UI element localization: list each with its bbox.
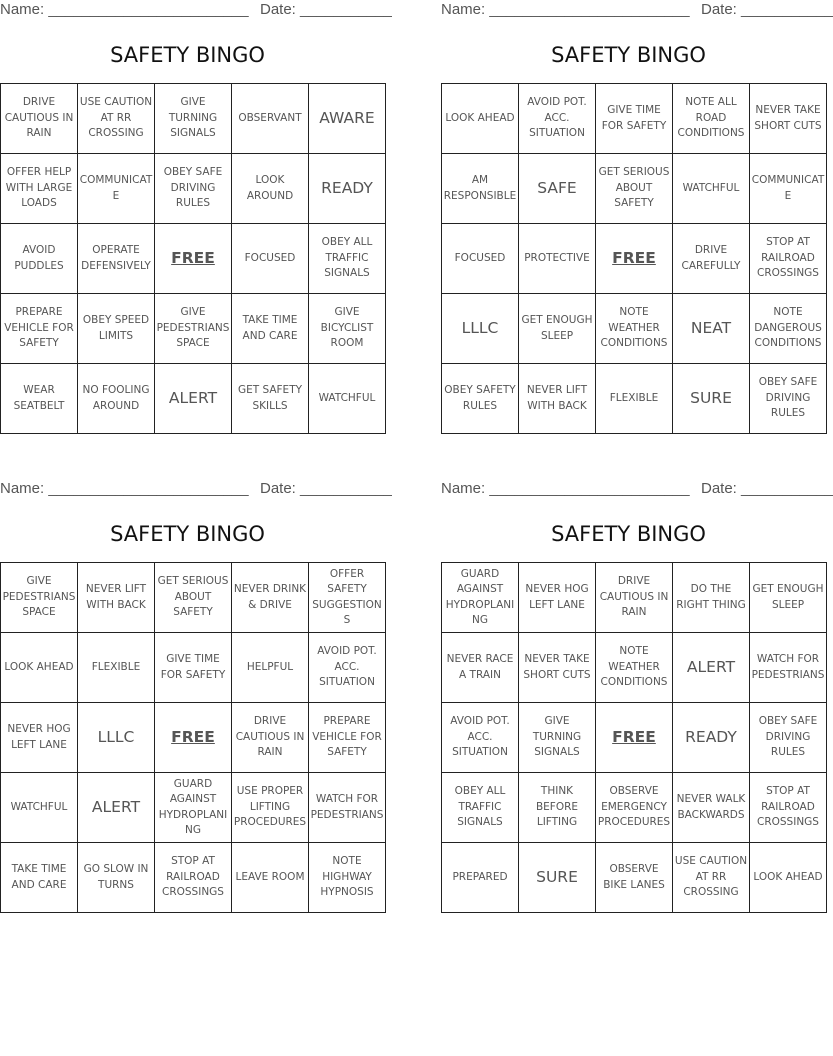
bingo-cell: GIVE TIME FOR SAFETY xyxy=(596,84,673,154)
bingo-row xyxy=(1,563,386,633)
bingo-cell: NOTE WEATHER CONDITIONS xyxy=(596,294,673,364)
bingo-card-4 xyxy=(441,479,833,919)
bingo-row xyxy=(1,84,386,154)
bingo-cell: OBEY SAFE DRIVING RULES xyxy=(750,703,827,773)
bingo-cell: USE PROPER LIFTING PROCEDURES xyxy=(232,773,309,843)
date-field: Date: ___________ xyxy=(260,480,392,497)
bingo-cell: LOOK AHEAD xyxy=(750,843,827,913)
bingo-cell: NOTE WEATHER CONDITIONS xyxy=(596,633,673,703)
bingo-cell: DRIVE CAUTIOUS IN RAIN xyxy=(232,703,309,773)
bingo-cell: USE CAUTION AT RR CROSSING xyxy=(673,843,750,913)
bingo-cell: OBSERVE BIKE LANES xyxy=(596,843,673,913)
bingo-grid xyxy=(0,562,386,913)
bingo-grid xyxy=(441,83,827,434)
free-space: FREE xyxy=(596,224,673,294)
bingo-row xyxy=(1,154,386,224)
bingo-cell: NOTE ALL ROAD CONDITIONS xyxy=(673,84,750,154)
date-field: Date: ___________ xyxy=(701,480,833,497)
bingo-row xyxy=(442,224,827,294)
bingo-cell: TAKE TIME AND CARE xyxy=(1,843,78,913)
bingo-cell: PREPARE VEHICLE FOR SAFETY xyxy=(1,294,78,364)
bingo-row xyxy=(1,703,386,773)
name-date-line xyxy=(0,0,392,20)
free-space: FREE xyxy=(596,703,673,773)
date-field: Date: ___________ xyxy=(260,1,392,18)
bingo-cell: STOP AT RAILROAD CROSSINGS xyxy=(155,843,232,913)
bingo-cell: GET ENOUGH SLEEP xyxy=(750,563,827,633)
bingo-cell: READY xyxy=(673,703,750,773)
name-date-line xyxy=(441,0,833,20)
name-field: Name: ________________________ xyxy=(0,480,249,497)
bingo-cell: LOOK AROUND xyxy=(232,154,309,224)
bingo-cell: OPERATE DEFENSIVELY xyxy=(78,224,155,294)
bingo-cell: OBEY ALL TRAFFIC SIGNALS xyxy=(309,224,386,294)
bingo-cell: SAFE xyxy=(519,154,596,224)
bingo-row xyxy=(1,773,386,843)
bingo-cell: NEAT xyxy=(673,294,750,364)
bingo-card-2 xyxy=(441,0,833,440)
bingo-cell: WATCH FOR PEDESTRIANS xyxy=(750,633,827,703)
bingo-cell: NEVER HOG LEFT LANE xyxy=(519,563,596,633)
bingo-cell: NO FOOLING AROUND xyxy=(78,364,155,434)
bingo-row xyxy=(442,843,827,913)
bingo-grid xyxy=(0,83,386,434)
bingo-cell: GET SERIOUS ABOUT SAFETY xyxy=(596,154,673,224)
bingo-cell: NEVER LIFT WITH BACK xyxy=(519,364,596,434)
bingo-cell: GIVE BICYCLIST ROOM xyxy=(309,294,386,364)
name-date-line xyxy=(441,479,833,499)
bingo-cell: THINK BEFORE LIFTING xyxy=(519,773,596,843)
bingo-cell: AVOID POT. ACC. SITUATION xyxy=(519,84,596,154)
name-field: Name: ________________________ xyxy=(0,1,249,18)
bingo-cell: READY xyxy=(309,154,386,224)
name-field: Name: ________________________ xyxy=(441,480,690,497)
bingo-row xyxy=(1,224,386,294)
bingo-row xyxy=(442,773,827,843)
bingo-row xyxy=(442,563,827,633)
bingo-cell: STOP AT RAILROAD CROSSINGS xyxy=(750,224,827,294)
bingo-cell: NEVER TAKE SHORT CUTS xyxy=(519,633,596,703)
bingo-cell: STOP AT RAILROAD CROSSINGS xyxy=(750,773,827,843)
bingo-cell: NEVER WALK BACKWARDS xyxy=(673,773,750,843)
bingo-cell: NOTE HIGHWAY HYPNOSIS xyxy=(309,843,386,913)
bingo-cell: GIVE TIME FOR SAFETY xyxy=(155,633,232,703)
bingo-cell: HELPFUL xyxy=(232,633,309,703)
bingo-cell: AM RESPONSIBLE xyxy=(442,154,519,224)
bingo-cell: GET SERIOUS ABOUT SAFETY xyxy=(155,563,232,633)
bingo-cell: NEVER TAKE SHORT CUTS xyxy=(750,84,827,154)
bingo-cell: NEVER LIFT WITH BACK xyxy=(78,563,155,633)
bingo-cell: GUARD AGAINST HYDROPLANING xyxy=(442,563,519,633)
bingo-cell: FLEXIBLE xyxy=(78,633,155,703)
bingo-cell: PREPARED xyxy=(442,843,519,913)
bingo-cell: AVOID POT. ACC. SITUATION xyxy=(442,703,519,773)
free-space: FREE xyxy=(155,703,232,773)
bingo-cell: GUARD AGAINST HYDROPLANING xyxy=(155,773,232,843)
bingo-cell: OBEY ALL TRAFFIC SIGNALS xyxy=(442,773,519,843)
bingo-row xyxy=(442,154,827,224)
bingo-cell: GIVE TURNING SIGNALS xyxy=(519,703,596,773)
date-field: Date: ___________ xyxy=(701,1,833,18)
bingo-cell: GIVE PEDESTRIANS SPACE xyxy=(155,294,232,364)
bingo-cell: OBEY SAFETY RULES xyxy=(442,364,519,434)
bingo-cell: SURE xyxy=(673,364,750,434)
bingo-cell: OBSERVANT xyxy=(232,84,309,154)
bingo-cell: GO SLOW IN TURNS xyxy=(78,843,155,913)
bingo-cell: WEAR SEATBELT xyxy=(1,364,78,434)
bingo-cell: OFFER SAFETY SUGGESTIONS xyxy=(309,563,386,633)
bingo-cell: OFFER HELP WITH LARGE LOADS xyxy=(1,154,78,224)
bingo-cell: AVOID PUDDLES xyxy=(1,224,78,294)
bingo-cell: DO THE RIGHT THING xyxy=(673,563,750,633)
card-title: SAFETY BINGO xyxy=(551,522,706,546)
card-title: SAFETY BINGO xyxy=(110,522,265,546)
bingo-cell: LEAVE ROOM xyxy=(232,843,309,913)
bingo-cell: WATCHFUL xyxy=(673,154,750,224)
bingo-row xyxy=(442,703,827,773)
bingo-cell: DRIVE CAREFULLY xyxy=(673,224,750,294)
bingo-cell: GIVE PEDESTRIANS SPACE xyxy=(1,563,78,633)
bingo-cell: NEVER DRINK & DRIVE xyxy=(232,563,309,633)
bingo-cell: NEVER HOG LEFT LANE xyxy=(1,703,78,773)
bingo-cell: FLEXIBLE xyxy=(596,364,673,434)
bingo-cell: COMMUNICATE xyxy=(78,154,155,224)
name-field: Name: ________________________ xyxy=(441,1,690,18)
bingo-cell: ALERT xyxy=(673,633,750,703)
name-date-line xyxy=(0,479,392,499)
bingo-cell: LLLC xyxy=(78,703,155,773)
bingo-cell: LLLC xyxy=(442,294,519,364)
card-title: SAFETY BINGO xyxy=(110,43,265,67)
bingo-row xyxy=(1,633,386,703)
bingo-cell: GET ENOUGH SLEEP xyxy=(519,294,596,364)
bingo-card-3 xyxy=(0,479,392,919)
bingo-row xyxy=(1,294,386,364)
bingo-cell: TAKE TIME AND CARE xyxy=(232,294,309,364)
bingo-cell: PROTECTIVE xyxy=(519,224,596,294)
bingo-cell: COMMUNICATE xyxy=(750,154,827,224)
bingo-cell: WATCHFUL xyxy=(1,773,78,843)
bingo-cell: AVOID POT. ACC. SITUATION xyxy=(309,633,386,703)
bingo-cell: PREPARE VEHICLE FOR SAFETY xyxy=(309,703,386,773)
bingo-row xyxy=(1,843,386,913)
bingo-card-1 xyxy=(0,0,392,440)
bingo-cell: WATCHFUL xyxy=(309,364,386,434)
bingo-cell: LOOK AHEAD xyxy=(1,633,78,703)
bingo-cell: FOCUSED xyxy=(232,224,309,294)
bingo-row xyxy=(442,633,827,703)
free-space: FREE xyxy=(155,224,232,294)
card-title: SAFETY BINGO xyxy=(551,43,706,67)
bingo-row xyxy=(1,364,386,434)
bingo-cell: OBEY SAFE DRIVING RULES xyxy=(155,154,232,224)
bingo-cell: DRIVE CAUTIOUS IN RAIN xyxy=(1,84,78,154)
bingo-cell: NOTE DANGEROUS CONDITIONS xyxy=(750,294,827,364)
bingo-row xyxy=(442,84,827,154)
bingo-grid xyxy=(441,562,827,913)
bingo-row xyxy=(442,364,827,434)
bingo-cell: GET SAFETY SKILLS xyxy=(232,364,309,434)
bingo-cell: AWARE xyxy=(309,84,386,154)
bingo-cell: ALERT xyxy=(78,773,155,843)
bingo-cell: GIVE TURNING SIGNALS xyxy=(155,84,232,154)
bingo-cell: USE CAUTION AT RR CROSSING xyxy=(78,84,155,154)
bingo-cell: OBEY SAFE DRIVING RULES xyxy=(750,364,827,434)
bingo-cell: ALERT xyxy=(155,364,232,434)
bingo-cell: LOOK AHEAD xyxy=(442,84,519,154)
bingo-cell: OBEY SPEED LIMITS xyxy=(78,294,155,364)
bingo-cell: WATCH FOR PEDESTRIANS xyxy=(309,773,386,843)
bingo-cell: SURE xyxy=(519,843,596,913)
bingo-cell: DRIVE CAUTIOUS IN RAIN xyxy=(596,563,673,633)
bingo-row xyxy=(442,294,827,364)
bingo-cell: NEVER RACE A TRAIN xyxy=(442,633,519,703)
bingo-cell: FOCUSED xyxy=(442,224,519,294)
bingo-cell: OBSERVE EMERGENCY PROCEDURES xyxy=(596,773,673,843)
